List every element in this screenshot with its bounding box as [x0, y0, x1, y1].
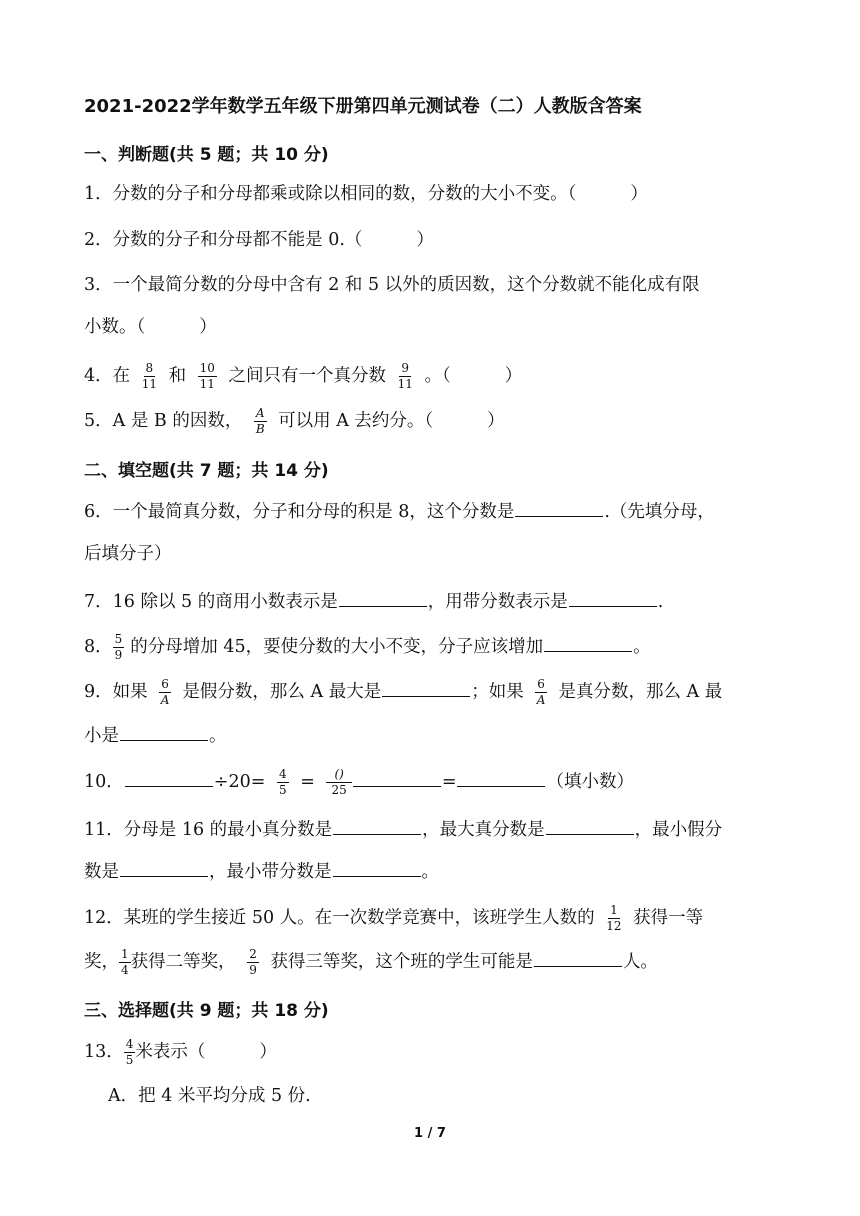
denominator: 9: [249, 963, 257, 977]
question-4: [84, 362, 522, 391]
question-6: [84, 498, 715, 525]
question-1-close: ）: [630, 184, 648, 204]
section-heading-fill-blank: 二、填空题(共 7 题；共 14 分): [84, 461, 329, 481]
question-2: [84, 227, 434, 253]
answer-blank[interactable]: [353, 768, 441, 787]
numerator: 9: [401, 361, 410, 375]
question-3-cont-text: 小数。（: [84, 317, 146, 337]
fraction-8-11: [142, 362, 157, 391]
question-11: [84, 816, 722, 843]
question-11-text-a: 11．分母是 16 的最小真分数是: [84, 820, 333, 840]
fraction-9-11: [398, 362, 413, 391]
question-8-text-b: 的分母增加 45，要使分数的大小不变，分子应该增加: [130, 637, 544, 657]
question-7-text-b: ，用带分数表示是: [427, 592, 568, 612]
answer-blank[interactable]: [457, 768, 545, 787]
section-heading-judgement: 一、判断题(共 5 题；共 10 分): [84, 145, 329, 165]
fraction-blank-25: [326, 768, 351, 797]
question-6-text-a: 6．一个最简真分数，分子和分母的积是 8，这个分数是: [84, 502, 515, 522]
answer-blank[interactable]: [515, 498, 603, 517]
question-13-close: ）: [259, 1042, 277, 1062]
question-3: [84, 272, 700, 298]
question-4-text-c: 之间只有一个真分数: [228, 366, 387, 386]
fraction-6-a: [535, 678, 547, 707]
question-3-text: 3．一个最简分数的分母中含有 2 和 5 以外的质因数，这个分数就不能化成有限: [84, 275, 700, 295]
numerator: 10: [199, 361, 215, 375]
numerator: 5: [114, 632, 123, 646]
question-12-text-a: 12．某班的学生接近 50 人。在一次数学竞赛中，该班学生人数的: [84, 908, 595, 928]
question-10-text-e: （填小数）: [546, 772, 634, 792]
denominator: B: [255, 422, 265, 436]
question-12-continued: [84, 948, 658, 977]
question-4-text-d: 。（: [424, 366, 451, 386]
page-number: 1 / 7: [414, 1126, 446, 1141]
denominator: 11: [199, 377, 215, 391]
question-11-text-c: ，最小假分: [634, 820, 723, 840]
question-12-cont-c: 获得三等奖，这个班的学生可能是: [270, 952, 533, 972]
answer-blank[interactable]: [382, 678, 470, 697]
denominator: 12: [606, 919, 622, 933]
question-8-text-a: 8．: [84, 637, 113, 657]
numerator: 4: [125, 1037, 134, 1051]
question-5-close: ）: [487, 411, 505, 431]
question-9-cont-b: 。: [209, 726, 227, 746]
denominator: 4: [121, 963, 129, 977]
question-4-close: ）: [504, 366, 523, 386]
question-10-text-a: 10．: [84, 772, 124, 792]
question-4-text-b: 和: [168, 366, 187, 386]
fraction-10-11: [198, 362, 217, 391]
denominator: A: [536, 693, 546, 707]
question-10-text-b: ÷20=: [213, 772, 266, 792]
question-5: [84, 407, 505, 436]
numerator[interactable]: (): [326, 768, 351, 783]
question-11-cont-c: 。: [421, 862, 439, 882]
fraction-4-5: [124, 1038, 136, 1067]
question-6-continued: 后填分子）: [84, 544, 172, 564]
question-13-text-b: 米表示（: [135, 1042, 206, 1062]
answer-blank[interactable]: [333, 858, 421, 877]
answer-blank[interactable]: [333, 816, 421, 835]
numerator: 2: [249, 947, 257, 961]
question-11-cont-a: 数是: [84, 862, 119, 882]
fraction-4-5: [277, 768, 289, 797]
question-4-text-a: 4．在: [84, 366, 131, 386]
question-9: [84, 678, 722, 707]
denominator: A: [160, 693, 170, 707]
numerator: 4: [278, 767, 287, 781]
answer-blank[interactable]: [339, 588, 427, 607]
question-10: [84, 768, 634, 797]
fraction-1-12: [606, 904, 621, 933]
question-8: [84, 633, 651, 662]
answer-blank[interactable]: [569, 588, 657, 607]
denominator: 11: [397, 377, 413, 391]
fraction-1-4: [119, 948, 131, 977]
question-6-text-b: .（先填分母，: [604, 502, 715, 522]
question-7: [84, 588, 663, 615]
denominator: 5: [125, 1053, 134, 1067]
answer-blank[interactable]: [546, 816, 634, 835]
numerator: 6: [161, 677, 169, 691]
question-13-option-a[interactable]: A．把 4 米平均分成 5 份.: [108, 1086, 311, 1106]
question-5-text-b: 可以用 A 去约分。（: [278, 411, 434, 431]
question-9-text-c: ；如果: [471, 682, 524, 702]
question-9-cont-a: 小是: [84, 726, 119, 746]
numerator: 8: [145, 361, 154, 375]
numerator: 1: [610, 903, 618, 917]
question-10-text-d: =: [441, 772, 457, 792]
question-9-text-b: 是假分数，那么 A 最大是: [182, 682, 382, 702]
question-11-cont-b: ，最小带分数是: [209, 862, 332, 882]
question-3-close: ）: [199, 317, 217, 337]
question-2-close: ）: [416, 230, 434, 250]
answer-blank[interactable]: [120, 722, 208, 741]
question-13: [84, 1038, 277, 1067]
answer-blank[interactable]: [544, 633, 632, 652]
answer-blank[interactable]: [125, 768, 213, 787]
question-12-text-b: 获得一等: [633, 908, 704, 928]
document-title: 2021-2022学年数学五年级下册第四单元测试卷（二）人教版含答案: [84, 96, 642, 117]
numerator: A: [255, 406, 265, 420]
question-8-text-c: 。: [633, 637, 651, 657]
answer-blank[interactable]: [534, 948, 622, 967]
question-10-text-c: =: [300, 772, 315, 792]
question-12: [84, 904, 703, 933]
question-9-text-a: 9．如果: [84, 682, 148, 702]
question-13-text-a: 13．: [84, 1042, 124, 1062]
denominator: 11: [141, 377, 157, 391]
question-11-continued: [84, 858, 439, 885]
question-3-continued: [84, 314, 217, 340]
fraction-5-9: [113, 633, 125, 662]
question-12-cont-d: 人。: [622, 952, 658, 972]
question-5-text-a: 5．A 是 B 的因数，: [84, 411, 243, 431]
question-2-text: 2．分数的分子和分母都不能是 0.（: [84, 230, 363, 250]
numerator: 6: [537, 677, 545, 691]
fraction-6-a: [159, 678, 171, 707]
question-12-cont-b: 获得二等奖，: [130, 952, 236, 972]
fraction-a-b: [254, 407, 267, 436]
numerator: 1: [121, 947, 129, 961]
question-9-text-d: 是真分数，那么 A 最: [558, 682, 723, 702]
question-9-continued: [84, 722, 227, 749]
denominator: 9: [114, 648, 123, 662]
question-11-text-b: ，最大真分数是: [422, 820, 545, 840]
fraction-2-9: [247, 948, 259, 977]
denominator: 25: [331, 783, 347, 797]
question-7-text-c: .: [657, 592, 664, 612]
answer-blank[interactable]: [120, 858, 208, 877]
question-1: [84, 181, 648, 207]
question-7-text-a: 7．16 除以 5 的商用小数表示是: [84, 592, 338, 612]
question-1-text: 1．分数的分子和分母都乘或除以相同的数，分数的大小不变。（: [84, 184, 577, 204]
denominator: 5: [278, 783, 287, 797]
question-12-cont-a: 奖，: [84, 952, 119, 972]
section-heading-multiple-choice: 三、选择题(共 9 题；共 18 分): [84, 1001, 329, 1021]
